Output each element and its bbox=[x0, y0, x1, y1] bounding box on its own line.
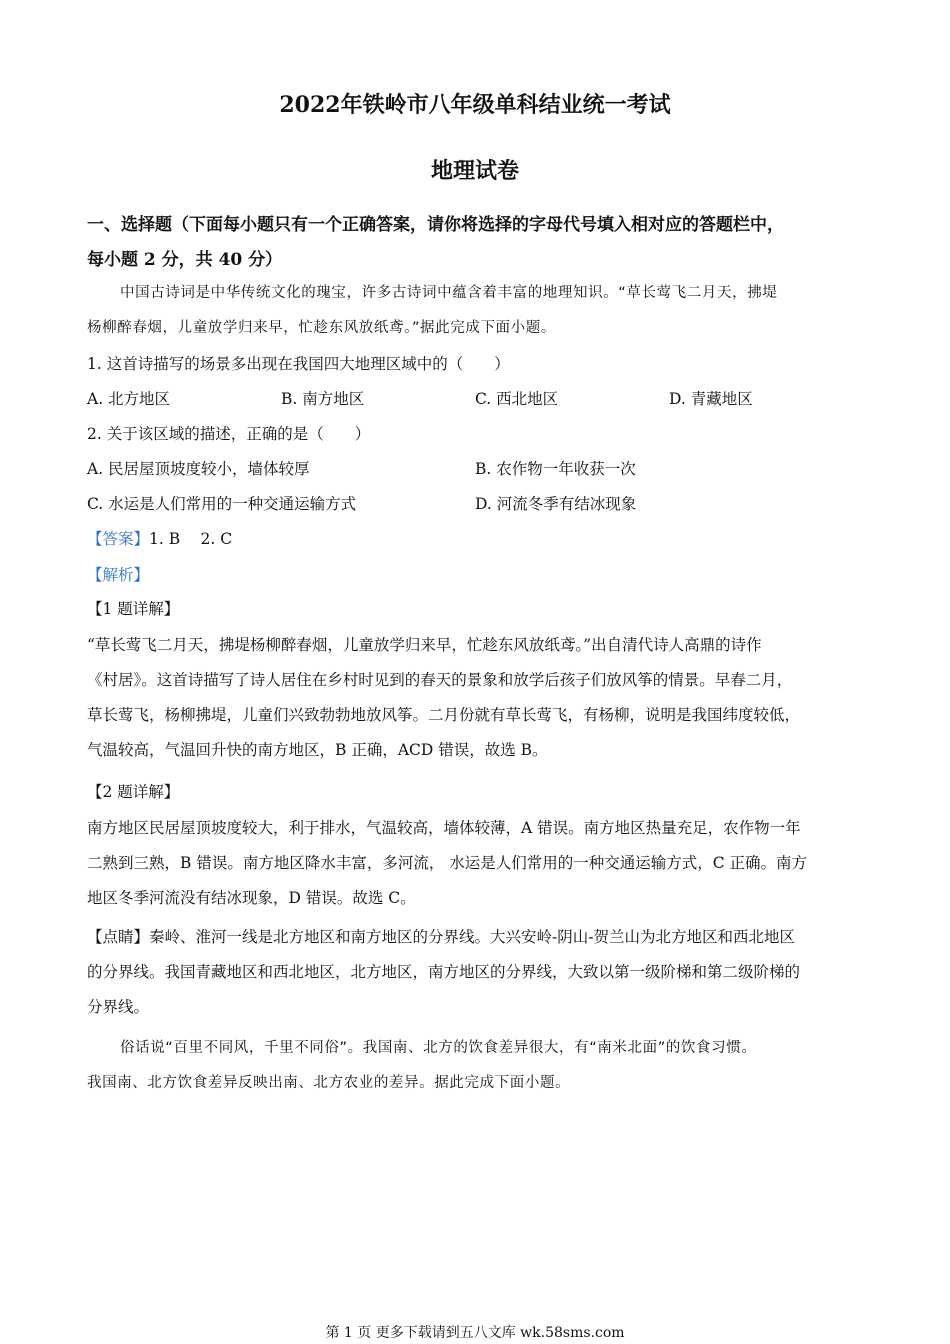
detail-2-line-3: 地区冬季河流没有结冰现象，D 错误。故选 C。 bbox=[87, 889, 416, 907]
section-heading bbox=[87, 208, 867, 278]
answer-label: 【答案】 bbox=[87, 530, 150, 548]
tip-block bbox=[87, 920, 867, 1025]
question-2-option-c: C. 水运是人们常用的一种交通运输方式 bbox=[87, 495, 357, 513]
section-heading-line-1: 一、选择题（下面每小题只有一个正确答案，请你将选择的字母代号填入相对应的答题栏中， bbox=[87, 215, 784, 235]
question-1-option-d: D. 青藏地区 bbox=[669, 390, 753, 408]
passage-2 bbox=[87, 1031, 867, 1101]
detail-1-line-1: “草长莺飞二月天，拂堤杨柳醉春烟，儿童放学归来早，忙趁东风放纸鸢。”出自清代诗人高鼎的诗作 bbox=[87, 636, 762, 654]
detail-2-line-2: 二熟到三熟，B 错误。南方地区降水丰富，多河流， 水运是人们常用的一种交通运输方式，C 正确。南方 bbox=[87, 854, 808, 872]
passage-1 bbox=[87, 276, 867, 346]
detail-1-line-3: 草长莺飞，杨柳拂堤，儿童们兴致勃勃地放风筝。二月份就有草长莺飞，有杨柳，说明是我国纬度较低， bbox=[87, 706, 801, 724]
detail-2-label: 【2 题详解】 bbox=[87, 783, 180, 801]
tip-line-1: 【点睛】秦岭、淮河一线是北方地区和南方地区的分界线。大兴安岭-阴山-贺兰山为北方地区和西北地区 bbox=[87, 928, 795, 946]
page-footer: 第 1 页 更多下载请到五八文库 wk.58sms.com bbox=[325, 1325, 625, 1341]
tip-line-2: 的分界线。我国青藏地区和西北地区，北方地区，南方地区的分界线，大致以第一级阶梯和第二级阶梯的 bbox=[87, 963, 801, 981]
tip-label: 【点睛】 bbox=[87, 928, 150, 946]
detail-2-text bbox=[87, 811, 867, 916]
passage-1-line-2: 杨柳醉春烟，儿童放学归来早，忙趁东风放纸鸢。”据此完成下面小题。 bbox=[87, 320, 556, 336]
passage-2-line-1: 俗话说“百里不同风，千里不同俗”。我国南、北方的饮食差异很大，有“南米北面”的饮食习惯。 bbox=[120, 1040, 757, 1056]
question-1-stem: 1. 这首诗描写的场景多出现在我国四大地理区域中的（ ） bbox=[87, 355, 510, 373]
analysis-label: 【解析】 bbox=[87, 566, 150, 584]
question-1-option-a: A. 北方地区 bbox=[87, 390, 171, 408]
detail-1-text bbox=[87, 628, 867, 768]
answer-line bbox=[87, 522, 232, 557]
exam-title: 2022年铁岭市八年级单科结业统一考试 bbox=[279, 92, 671, 118]
question-1-option-b: B. 南方地区 bbox=[281, 390, 365, 408]
answer-text: 1. B 2. C bbox=[149, 530, 233, 548]
question-1-option-c: C. 西北地区 bbox=[475, 390, 559, 408]
detail-1-line-4: 气温较高，气温回升快的南方地区，B 正确，ACD 错误，故选 B。 bbox=[87, 741, 548, 759]
question-2-option-a: A. 民居屋顶坡度较小，墙体较厚 bbox=[87, 460, 310, 478]
question-2-stem: 2. 关于该区域的描述，正确的是（ ） bbox=[87, 425, 371, 443]
detail-1-line-2: 《村居》。这首诗描写了诗人居住在乡村时见到的春天的景象和放学后孩子们放风筝的情景。早春二月， bbox=[87, 671, 793, 689]
section-heading-line-2: 每小题 2 分，共 40 分） bbox=[87, 250, 283, 270]
passage-2-line-2: 我国南、北方饮食差异反映出南、北方农业的差异。据此完成下面小题。 bbox=[87, 1075, 571, 1091]
detail-1-label: 【1 题详解】 bbox=[87, 600, 180, 618]
question-2-option-b: B. 农作物一年收获一次 bbox=[475, 460, 636, 478]
detail-2-line-1: 南方地区民居屋顶坡度较大，利于排水，气温较高，墙体较薄，A 错误。南方地区热量充足，农作物一年 bbox=[87, 819, 801, 837]
tip-line-3: 分界线。 bbox=[87, 998, 150, 1016]
passage-1-line-1: 中国古诗词是中华传统文化的瑰宝，许多古诗词中蕴含着丰富的地理知识。“草长莺飞二月天，拂堤 bbox=[120, 285, 778, 301]
exam-subtitle: 地理试卷 bbox=[430, 158, 519, 184]
question-2-option-d: D. 河流冬季有结冰现象 bbox=[475, 495, 637, 513]
